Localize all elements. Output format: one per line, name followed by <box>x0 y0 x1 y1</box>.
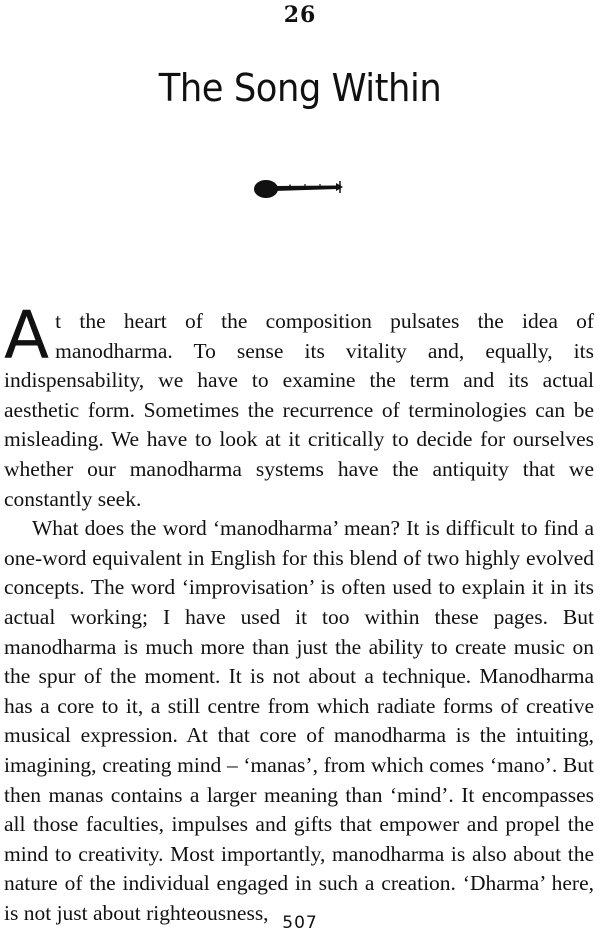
body-text <box>4 297 594 928</box>
drop-cap: A <box>4 297 50 374</box>
paragraph-2: What does the word ‘manodharma’ mean? It is difficult to find a one-word equivalent in English for this blend of two highly evolved concepts. The word ‘improvisation’ is often used to explain it in its actual working; I have used it too within these pages. But manodharma is much more than just the ability to create music on the spur of the moment. It is not about a technique. Manodharma has a core to it, a still centre from which radiate forms of creative musical expression. At that core of manodharma is the intuiting, imagining, creating mind – ‘manas’, from which comes ‘mano’. But then manas contains a larger meaning than ‘mind’. It encompasses all those faculties, impulses and gifts that empower and propel the mind to creativity. Most importantly, manodharma is also about the nature of the individual engaged in such a creation. ‘Dharma’ here, is not just about righteousness, <box>4 516 594 925</box>
page-number: 507 <box>282 913 318 933</box>
chapter-title: The Song Within <box>158 66 442 110</box>
chapter-number: 26 <box>283 2 317 28</box>
paragraph-1-text: t the heart of the composition pulsates the idea of manodharma. To sense its vitality and, equally, its indispensability, we have to examine the term and its actual aesthetic form. Sometimes the recurrence of terminologies can be misleading. We have to look at it critically to decide for ourselves whether our manodharma systems have the antiquity that we constantly seek. <box>4 309 594 511</box>
veena-icon <box>250 168 350 208</box>
paragraph-1 <box>4 297 594 514</box>
